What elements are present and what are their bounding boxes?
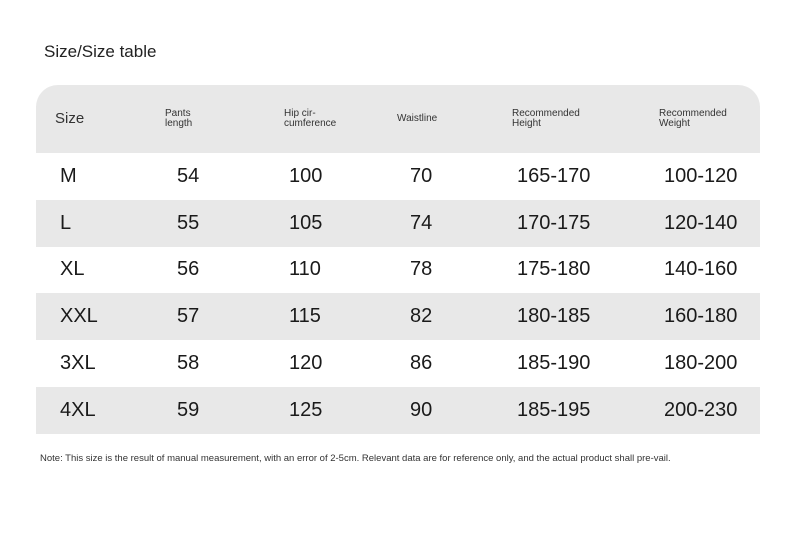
cell-waistline: 70 <box>410 164 433 187</box>
size-note: Note: This size is the result of manual measurement, with an error of 2-5cm. Relevant data are for reference only, and the actual product shall pre-vail. <box>40 453 671 464</box>
table-row <box>36 153 760 200</box>
cell-recommended-height: 185-190 <box>517 352 591 375</box>
cell-hip-circumference: 100 <box>289 164 323 187</box>
header-recommended-height: Recommended Height <box>512 108 580 129</box>
header-waistline: Waistline <box>397 113 438 124</box>
cell-recommended-height: 180-185 <box>517 305 591 328</box>
table-row <box>36 247 760 294</box>
cell-recommended-weight: 200-230 <box>664 398 738 421</box>
cell-hip-circumference: 120 <box>289 352 323 375</box>
table-row <box>36 293 760 340</box>
cell-hip-circumference: 105 <box>289 211 323 234</box>
cell-recommended-weight: 180-200 <box>664 352 738 375</box>
page-title: Size/Size table <box>44 42 157 61</box>
cell-waistline: 86 <box>410 352 433 375</box>
cell-waistline: 78 <box>410 258 433 281</box>
header-pants-length: Pants length <box>165 108 193 129</box>
cell-pants-length: 59 <box>177 398 200 421</box>
table-row <box>36 340 760 387</box>
table-header-row <box>36 85 760 153</box>
cell-recommended-height: 185-195 <box>517 398 591 421</box>
cell-recommended-height: 165-170 <box>517 164 591 187</box>
cell-waistline: 74 <box>410 211 433 234</box>
cell-waistline: 82 <box>410 305 433 328</box>
cell-size: M <box>60 164 77 187</box>
cell-waistline: 90 <box>410 398 433 421</box>
cell-recommended-weight: 140-160 <box>664 258 738 281</box>
cell-hip-circumference: 125 <box>289 398 323 421</box>
cell-recommended-weight: 100-120 <box>664 164 738 187</box>
cell-recommended-weight: 160-180 <box>664 305 738 328</box>
cell-pants-length: 56 <box>177 258 200 281</box>
cell-recommended-weight: 120-140 <box>664 211 738 234</box>
cell-recommended-height: 170-175 <box>517 211 591 234</box>
cell-hip-circumference: 110 <box>289 258 321 281</box>
size-table <box>36 85 760 435</box>
table-row <box>36 387 760 434</box>
cell-size: XL <box>60 258 85 281</box>
cell-pants-length: 57 <box>177 305 200 328</box>
cell-hip-circumference: 115 <box>289 305 321 328</box>
header-hip-circumference: Hip cir-cumference <box>284 108 337 129</box>
cell-recommended-height: 175-180 <box>517 258 591 281</box>
cell-size: 3XL <box>60 352 96 375</box>
cell-size: 4XL <box>60 398 96 421</box>
cell-pants-length: 55 <box>177 211 200 234</box>
cell-size: L <box>60 211 72 234</box>
table-row <box>36 200 760 247</box>
cell-size: XXL <box>60 305 98 328</box>
cell-pants-length: 54 <box>177 164 200 187</box>
header-recommended-weight: Recommended Weight <box>659 108 727 129</box>
cell-pants-length: 58 <box>177 352 200 375</box>
header-size: Size <box>55 110 85 127</box>
